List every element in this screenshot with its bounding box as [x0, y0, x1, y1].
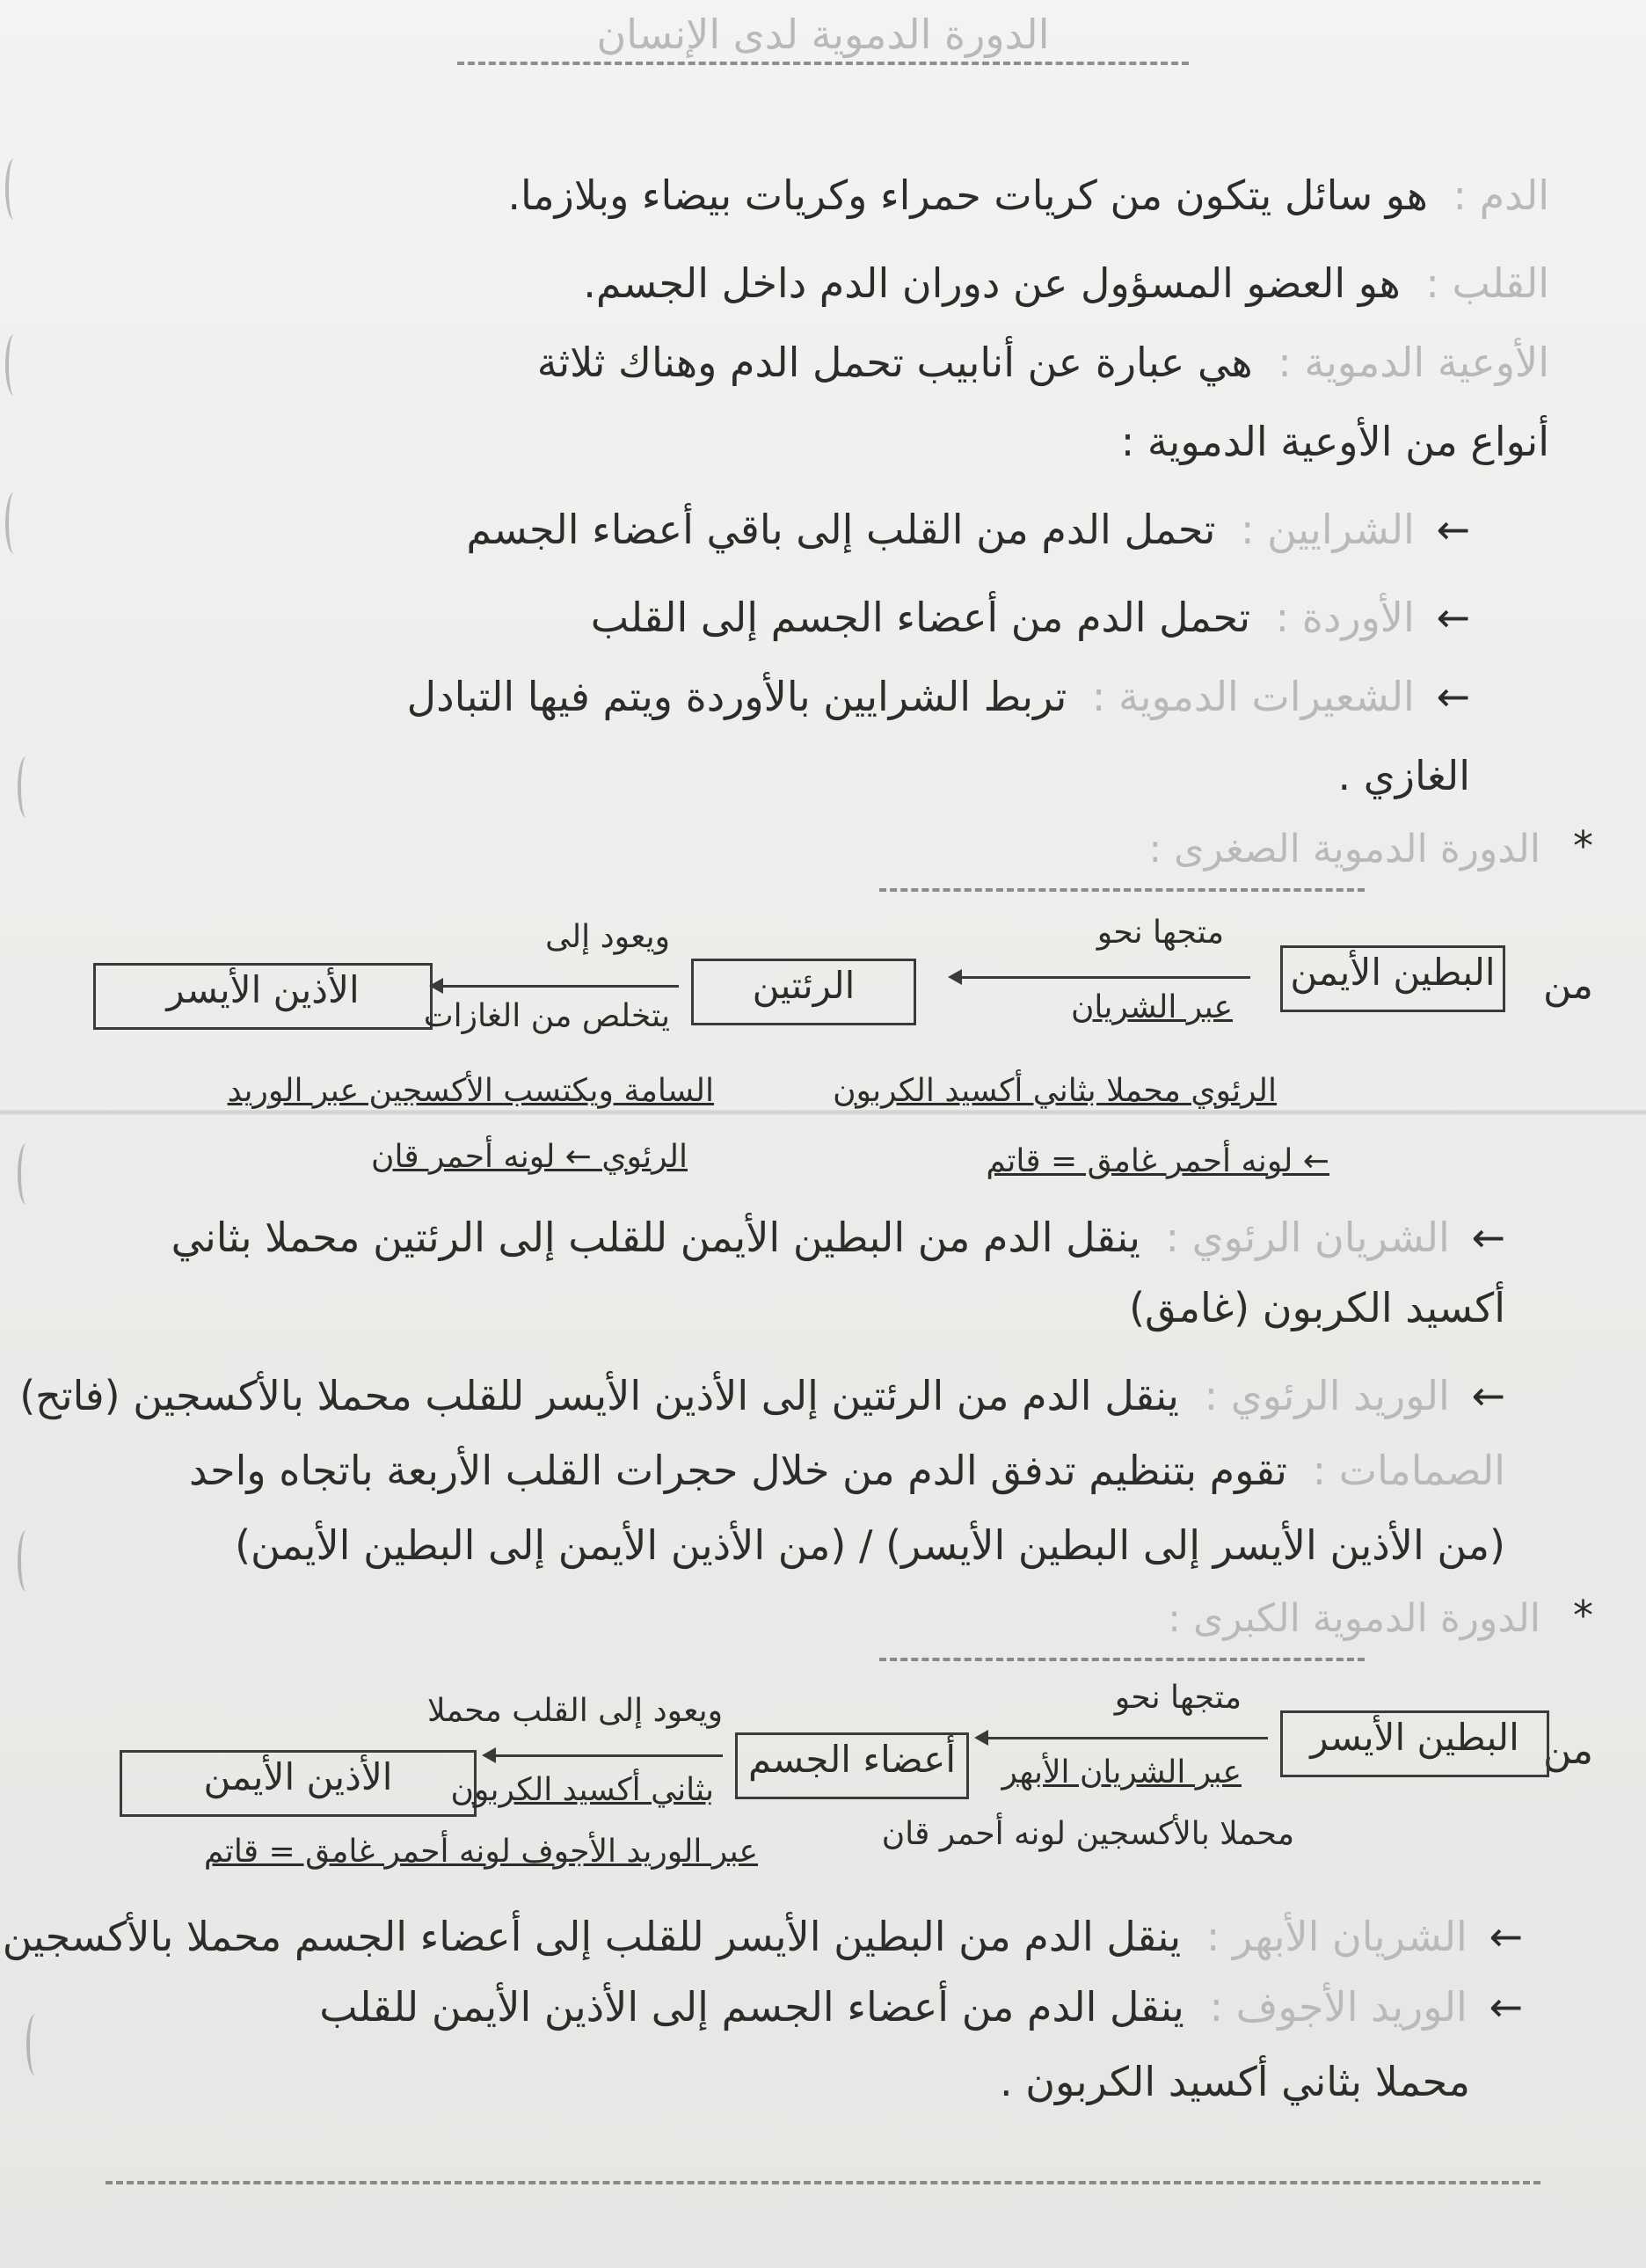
- pulmonary-artery-item-cont: أكسيد الكربون (غامق): [1129, 1284, 1505, 1331]
- definition-veins: ← الأوردة : تحمل الدم من أعضاء الجسم إلى القلب: [590, 594, 1470, 641]
- definition-arteries: ← الشرايين : تحمل الدم من القلب إلى باقي أعضاء الجسم: [466, 506, 1470, 553]
- heading-underline: [879, 1649, 1365, 1661]
- page-title: الدورة الدموية لدى الإنسان: [596, 11, 1050, 58]
- arrow1-bottom-label: عبر الشريان الأبهر: [1001, 1754, 1242, 1790]
- box-left-atrium: الأذين الأيسر: [93, 963, 433, 1030]
- margin-mark: [5, 158, 23, 220]
- definition-vessels: الأوعية الدموية : هي عبارة عن أنابيب تحمل الدم وهناك ثلاثة: [536, 339, 1549, 386]
- definition-blood: الدم : هو سائل يتكون من كريات حمراء وكريات بيضاء وبلازما.: [507, 171, 1549, 219]
- box-lungs: الرئتين: [691, 959, 916, 1025]
- notebook-page: الدورة الدموية لدى الإنسان الدم : هو سائل يتكون من كريات حمراء وكريات بيضاء وبلازما. القلب : هو العضو المسؤول عن دوران الدم داخل الجسم. الأوعية الدموية : هي عبارة عن أنابيب تحمل الدم وهناك ثلاثة أنواع من الأوعية الدموية : ← الشرايين : تحمل الدم من القلب إلى باقي أعضاء الجسم ← الأوردة : تحمل الدم من أعضاء الجسم إلى القلب ← الشعيرات الدموية : تربط الشرايين بالأوردة ويتم فيها التبادل الغازي . * الدورة الدموية الصغرى : من البطين الأيمن الرئتين الأذين الأيسر متجها نحو عبر الشريان الرئوي محملا بثاني أكسيد الكربون ويعود إلى يتخلص من الغازات السامة ويكتسب الأكسجين عبر الوريد الرئوي ← لونه أحمر قان ← لونه أحمر غامق = قاتم ← الشريان الرئوي : ينقل الدم من البطين الأيمن للقلب إلى الرئتين محملا بثاني أكسيد الكربون (غامق) ← الوريد الرئوي : ينقل الدم من الرئتين إلى الأذين الأيسر للقلب محملا بالأكسجين (فاتح) الصمامات : تقوم بتنظيم تدفق الدم من خلال حجرات القلب الأربعة باتجاه واحد (من الأذين الأيسر إلى البطين الأيسر) / (من الأذين الأيمن إلى البطين الأيمن) * الدورة الدموية الكبرى : من البطين الأيسر أعضاء الجسم الأذين الأيمن متجها نحو عبر الشريان الأبهر محملا بالأكسجين لونه أحمر قان ويعود إلى القلب محملا بثاني أكسيد الكربون عبر الوريد الأجوف لونه أحمر غامق = قاتم ← الشريان الأبهر : ينقل الدم من البطين الأيسر للقلب إلى أعضاء الجسم محملا بالأكسجين ← الوريد الأجوف : ينقل الدم من أعضاء الجسم إلى الأذين الأيمن للقلب محملا بثاني أكسيد الكربون .: [0, 0, 1646, 2268]
- arrow2-top-label: ويعود إلى: [545, 919, 670, 955]
- pulmonary-vein-item: ← الوريد الرئوي : ينقل الدم من الرئتين إلى الأذين الأيسر للقلب محملا بالأكسجين (فاتح): [19, 1372, 1505, 1419]
- small-circulation-heading: الدورة الدموية الصغرى :: [1148, 827, 1540, 871]
- title-underline: [457, 53, 1189, 65]
- vena-cava-item: ← الوريد الأجوف : ينقل الدم من أعضاء الجسم إلى الأذين الأيمن للقلب: [319, 1983, 1523, 2031]
- from-label: من: [1542, 963, 1593, 1008]
- valves-item-cont: (من الأذين الأيسر إلى البطين الأيسر) / (من الأذين الأيمن إلى البطين الأيمن): [235, 1521, 1505, 1569]
- arrow-to-lungs: [960, 976, 1250, 979]
- heading-underline: [879, 879, 1365, 892]
- arrow1-bottom-label: عبر الشريان: [1070, 989, 1233, 1025]
- arrow1-top-label: متجها نحو: [1096, 915, 1224, 951]
- arrow-to-body: [987, 1737, 1268, 1739]
- arrow2-bottom-label-2: عبر الوريد الأجوف لونه أحمر غامق = قاتم: [203, 1834, 758, 1870]
- from-label: من: [1542, 1728, 1593, 1773]
- arrow2-bottom-label: يتخلص من الغازات: [423, 998, 670, 1034]
- arrow2-bottom-label: بثاني أكسيد الكربون: [450, 1772, 714, 1808]
- box-body-organs: أعضاء الجسم: [735, 1732, 969, 1799]
- closing-dashes: [106, 2172, 1540, 2184]
- pulmonary-artery-item: ← الشريان الرئوي : ينقل الدم من البطين الأيمن للقلب إلى الرئتين محملا بثاني: [171, 1214, 1505, 1261]
- box-right-ventricle: البطين الأيمن: [1280, 945, 1505, 1012]
- vessel-types-intro: أنواع من الأوعية الدموية :: [1120, 418, 1549, 465]
- large-circulation-heading: الدورة الدموية الكبرى :: [1168, 1596, 1540, 1641]
- margin-mark: [5, 334, 23, 396]
- box-right-atrium: الأذين الأيمن: [120, 1750, 477, 1817]
- paper-fold: [0, 1110, 1646, 1115]
- arrow1-bottom-label-2: الرئوي محملا بثاني أكسيد الكربون: [833, 1073, 1277, 1109]
- box-left-ventricle: البطين الأيسر: [1280, 1710, 1549, 1777]
- arrow-to-right-atrium: [494, 1754, 723, 1757]
- margin-mark: [18, 1530, 35, 1592]
- pulmonary-vein-color-note: الرئوي ← لونه أحمر قان: [371, 1139, 688, 1175]
- margin-mark: [26, 2014, 44, 2075]
- arrow-to-left-atrium: [441, 985, 679, 988]
- margin-mark: [5, 492, 23, 554]
- aorta-item: ← الشريان الأبهر : ينقل الدم من البطين الأيسر للقلب إلى أعضاء الجسم محملا بالأكسجين: [2, 1913, 1523, 1960]
- arrow1-bottom-label-2: محملا بالأكسجين لونه أحمر قان: [881, 1816, 1294, 1852]
- arrow2-top-label: ويعود إلى القلب محملا: [427, 1693, 723, 1729]
- definition-capillaries-cont: الغازي .: [1337, 752, 1470, 799]
- pulmonary-artery-color-note: ← لونه أحمر غامق = قاتم: [986, 1143, 1329, 1179]
- margin-mark: [18, 756, 35, 818]
- arrow1-top-label: متجها نحو: [1114, 1680, 1242, 1716]
- definition-heart: القلب : هو العضو المسؤول عن دوران الدم داخل الجسم.: [583, 259, 1549, 307]
- margin-mark: [18, 1143, 35, 1205]
- definition-capillaries: ← الشعيرات الدموية : تربط الشرايين بالأوردة ويتم فيها التبادل: [406, 673, 1470, 720]
- vena-cava-item-cont: محملا بثاني أكسيد الكربون .: [1000, 2058, 1470, 2105]
- valves-item: الصمامات : تقوم بتنظيم تدفق الدم من خلال حجرات القلب الأربعة باتجاه واحد: [189, 1447, 1505, 1494]
- arrow2-bottom-label-2: السامة ويكتسب الأكسجين عبر الوريد: [227, 1073, 714, 1109]
